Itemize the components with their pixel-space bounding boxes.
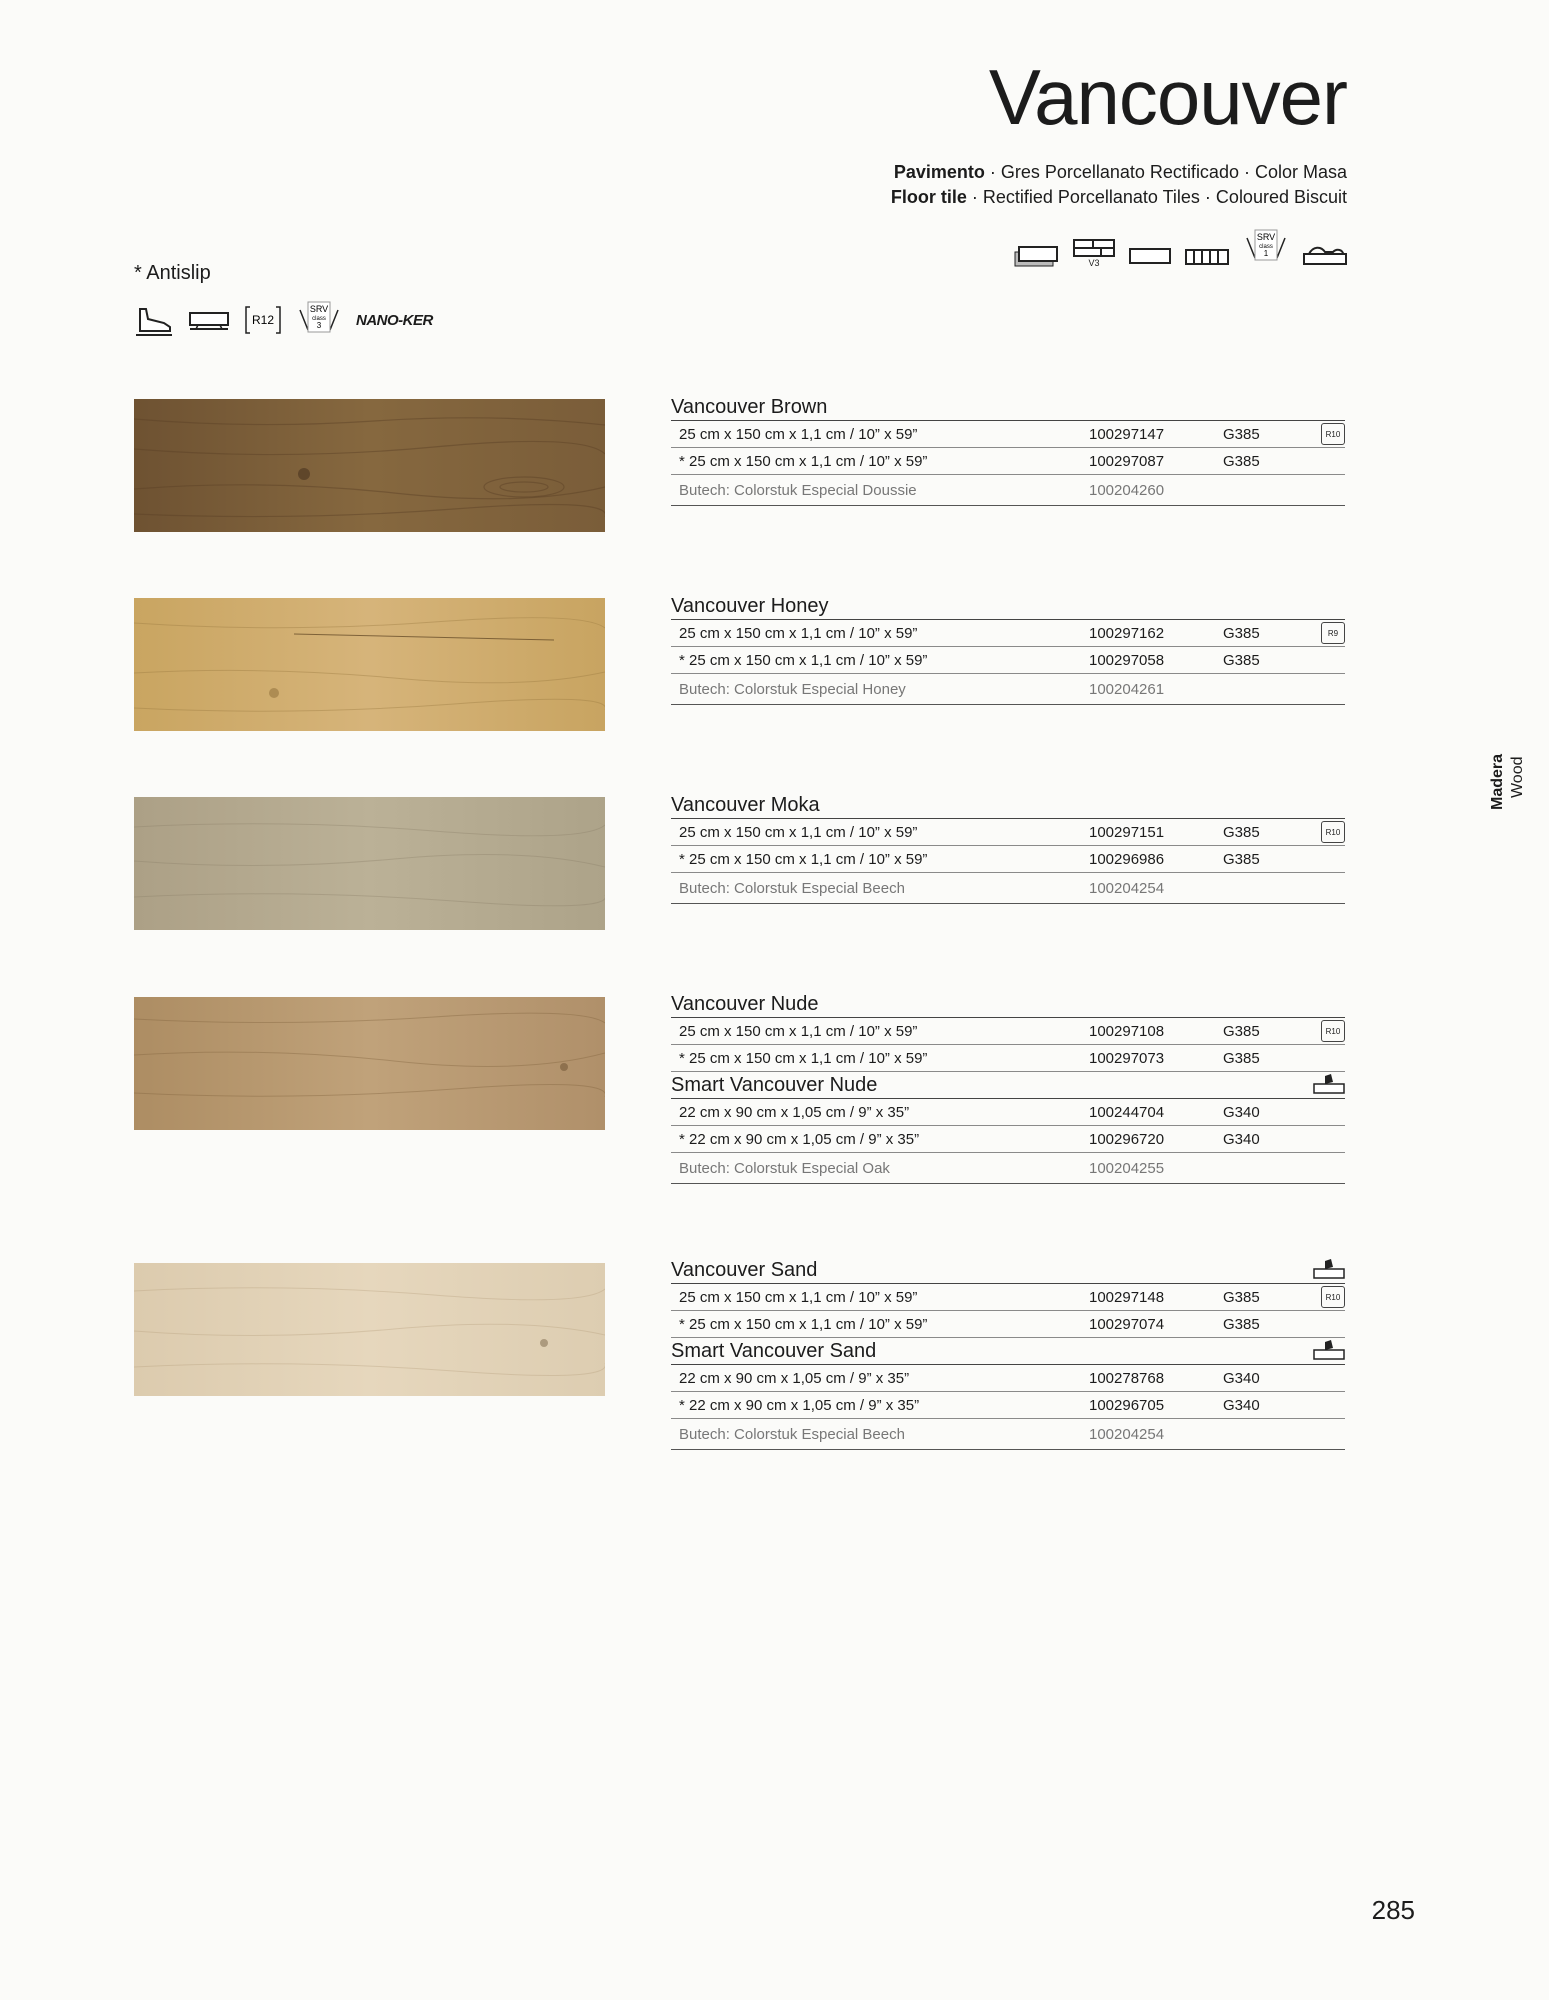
product-name: Vancouver Nude <box>671 993 819 1015</box>
row-group: G385 <box>1223 425 1260 443</box>
table-row <box>671 448 1345 475</box>
table-row <box>671 421 1345 448</box>
row-code: 100297151 <box>1089 823 1165 841</box>
row-description: * 25 cm x 150 cm x 1,1 cm / 10” x 59” <box>679 850 928 868</box>
row-code: 100296986 <box>1089 850 1165 868</box>
subtitle-es-rest: · Gres Porcellanato Rectificado · Color Masa <box>984 162 1347 182</box>
butech-code: 100204254 <box>1089 879 1165 897</box>
table-row <box>671 1284 1345 1311</box>
table-row <box>671 1392 1345 1419</box>
outdoor-use-icon <box>1303 244 1347 268</box>
row-code: 100297162 <box>1089 624 1165 642</box>
product-name <box>671 1257 1345 1283</box>
row-group: G385 <box>1223 624 1260 642</box>
butech-description: Butech: Colorstuk Especial Honey <box>679 680 906 698</box>
row-description: * 22 cm x 90 cm x 1,05 cm / 9” x 35” <box>679 1396 920 1414</box>
product-vancouver-honey <box>671 593 1345 705</box>
subtitle-en-bold: Floor tile <box>890 187 967 207</box>
srv-label: SRV <box>1256 232 1276 242</box>
spec-table <box>671 1017 1345 1072</box>
row-group: G385 <box>1223 1022 1260 1040</box>
page-title: Vancouver <box>988 53 1347 141</box>
row-code: 100297087 <box>1089 452 1165 470</box>
side-label-en: Wood <box>1509 756 1526 798</box>
row-group: G385 <box>1223 452 1260 470</box>
row-group: G385 <box>1223 1315 1260 1333</box>
antislip-note: * Antislip <box>134 262 211 284</box>
row-group: G385 <box>1223 823 1260 841</box>
subtitle-english <box>891 185 1347 210</box>
slip-rating-badge: R10 <box>1321 1020 1345 1042</box>
r12-rating-icon <box>244 303 282 337</box>
butech-code: 100204254 <box>1089 1425 1165 1443</box>
spec-table <box>671 420 1345 506</box>
table-row <box>671 846 1345 873</box>
subtitle-en-rest: · Rectified Porcellanato Tiles · Coloured Biscuit <box>966 187 1347 207</box>
section-side-label <box>1489 740 1533 820</box>
row-description: * 25 cm x 150 cm x 1,1 cm / 10” x 59” <box>679 651 928 669</box>
swatch-vancouver-sand <box>134 1263 605 1396</box>
click-install-icon <box>1313 1338 1345 1362</box>
product-title: Vancouver Sand <box>671 1259 818 1281</box>
product-name: Vancouver Honey <box>671 595 829 617</box>
page-number: 285 <box>1371 1895 1415 1925</box>
butech-description: Butech: Colorstuk Especial Beech <box>679 879 905 897</box>
table-row <box>671 647 1345 674</box>
row-description: * 25 cm x 150 cm x 1,1 cm / 10” x 59” <box>679 1049 928 1067</box>
table-row <box>671 620 1345 647</box>
row-description: 25 cm x 150 cm x 1,1 cm / 10” x 59” <box>679 1288 918 1306</box>
row-code: 100297073 <box>1089 1049 1165 1067</box>
row-code: 100297147 <box>1089 425 1165 443</box>
subtitle <box>891 160 1347 210</box>
swatch-vancouver-moka <box>134 797 605 930</box>
product-vancouver-brown <box>671 394 1345 506</box>
row-code: 100297058 <box>1089 651 1165 669</box>
srv3-class-number: 3 <box>316 321 322 330</box>
row-group: G340 <box>1223 1369 1260 1387</box>
swatch-vancouver-honey <box>134 598 605 731</box>
table-row <box>671 1126 1345 1153</box>
floor-slab-icon <box>188 307 230 333</box>
smart-product-name <box>671 1338 1345 1364</box>
product-vancouver-nude <box>671 991 1345 1184</box>
subtitle-es-bold: Pavimento <box>893 162 985 182</box>
smart-spec-table <box>671 1098 1345 1184</box>
row-group: G340 <box>1223 1130 1260 1148</box>
srv-class-1-icon <box>1243 228 1289 268</box>
row-description: * 22 cm x 90 cm x 1,05 cm / 9” x 35” <box>679 1130 920 1148</box>
butech-code: 100204255 <box>1089 1159 1165 1177</box>
row-code: 100244704 <box>1089 1103 1165 1121</box>
spec-table <box>671 619 1345 705</box>
antislip-icons <box>134 300 433 340</box>
product-vancouver-moka <box>671 792 1345 904</box>
butech-row <box>671 1153 1345 1184</box>
row-group: G340 <box>1223 1396 1260 1414</box>
srv-class-label: class <box>1259 244 1273 250</box>
smart-spec-table <box>671 1364 1345 1450</box>
swatch-vancouver-brown <box>134 399 605 532</box>
table-row <box>671 1311 1345 1338</box>
butech-row <box>671 873 1345 904</box>
table-row <box>671 1018 1345 1045</box>
product-vancouver-sand <box>671 1257 1345 1450</box>
butech-row <box>671 1419 1345 1450</box>
spec-table <box>671 818 1345 904</box>
thickness-icon <box>1185 246 1229 268</box>
smart-product-title: Smart Vancouver Nude <box>671 1074 878 1096</box>
srv3-class-label: class <box>312 316 326 322</box>
smart-product-title: Smart Vancouver Sand <box>671 1340 877 1362</box>
row-description: 25 cm x 150 cm x 1,1 cm / 10” x 59” <box>679 823 918 841</box>
click-install-icon <box>1313 1257 1345 1281</box>
slip-rating-badge: R10 <box>1321 1286 1345 1308</box>
row-code: 100297148 <box>1089 1288 1165 1306</box>
click-install-icon <box>1313 1072 1345 1096</box>
row-description: * 25 cm x 150 cm x 1,1 cm / 10” x 59” <box>679 452 928 470</box>
row-group: G385 <box>1223 651 1260 669</box>
row-code: 100278768 <box>1089 1369 1165 1387</box>
butech-code: 100204260 <box>1089 481 1165 499</box>
row-description: 22 cm x 90 cm x 1,05 cm / 9” x 35” <box>679 1369 910 1387</box>
butech-description: Butech: Colorstuk Especial Oak <box>679 1159 890 1177</box>
shoe-slip-icon <box>134 303 174 337</box>
row-code: 100296705 <box>1089 1396 1165 1414</box>
nano-ker-logo: NANO-KER <box>356 311 433 329</box>
product-icons <box>1013 228 1347 268</box>
rectified-edge-icon <box>1129 246 1171 268</box>
srv-class-3-icon <box>296 300 342 340</box>
srv3-label: SRV <box>309 304 329 314</box>
butech-description: Butech: Colorstuk Especial Doussie <box>679 481 917 499</box>
row-code: 100297074 <box>1089 1315 1165 1333</box>
product-name: Vancouver Moka <box>671 794 820 816</box>
spec-table <box>671 1283 1345 1338</box>
row-description: 25 cm x 150 cm x 1,1 cm / 10” x 59” <box>679 624 918 642</box>
row-group: G385 <box>1223 850 1260 868</box>
butech-row <box>671 674 1345 705</box>
slip-rating-badge: R9 <box>1321 622 1345 644</box>
swatch-vancouver-nude <box>134 997 605 1130</box>
r12-label: R12 <box>251 313 275 327</box>
floor-tile-icon <box>1013 244 1059 268</box>
butech-row <box>671 475 1345 506</box>
table-row <box>671 819 1345 846</box>
row-code: 100297108 <box>1089 1022 1165 1040</box>
table-row <box>671 1045 1345 1072</box>
v3-label: V3 <box>1088 258 1100 268</box>
slip-rating-badge: R10 <box>1321 423 1345 445</box>
row-description: 22 cm x 90 cm x 1,05 cm / 9” x 35” <box>679 1103 910 1121</box>
row-group: G340 <box>1223 1103 1260 1121</box>
row-group: G385 <box>1223 1049 1260 1067</box>
table-row <box>671 1365 1345 1392</box>
srv-class-number: 1 <box>1263 249 1269 258</box>
butech-description: Butech: Colorstuk Especial Beech <box>679 1425 905 1443</box>
product-name: Vancouver Brown <box>671 396 828 418</box>
subtitle-spanish <box>891 160 1347 185</box>
row-code: 100296720 <box>1089 1130 1165 1148</box>
row-description: 25 cm x 150 cm x 1,1 cm / 10” x 59” <box>679 425 918 443</box>
row-description: * 25 cm x 150 cm x 1,1 cm / 10” x 59” <box>679 1315 928 1333</box>
row-group: G385 <box>1223 1288 1260 1306</box>
slip-rating-badge: R10 <box>1321 821 1345 843</box>
smart-product-name <box>671 1072 1345 1098</box>
side-label-es: Madera <box>1489 753 1506 810</box>
table-row <box>671 1099 1345 1126</box>
row-description: 25 cm x 150 cm x 1,1 cm / 10” x 59” <box>679 1022 918 1040</box>
butech-code: 100204261 <box>1089 680 1165 698</box>
v3-variation-icon <box>1073 238 1115 268</box>
